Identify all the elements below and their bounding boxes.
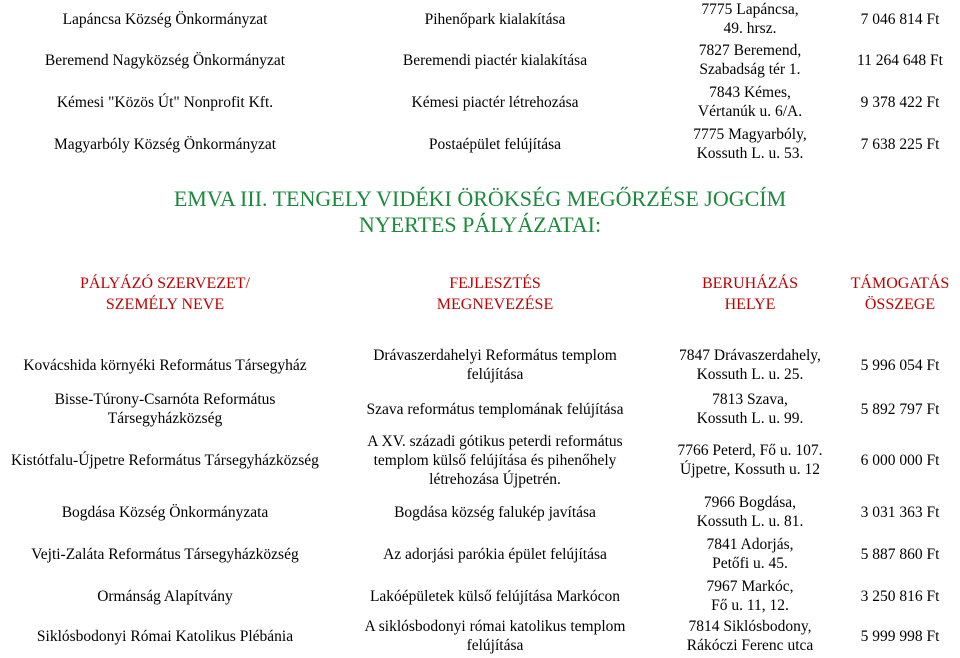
applicant-name: Siklósbodonyi Római Katolikus Plébánia (36, 627, 294, 645)
applicant-name: Bisse-Túrony-Csarnóta Református Társegyházközség (54, 391, 276, 427)
grant-amount: 5 999 998 Ft (860, 627, 940, 645)
applicant-name: Lapáncsa Község Önkormányzat (62, 10, 268, 28)
table-row (0, 576, 960, 616)
applicant-name: Ormánság Alapítvány (97, 587, 233, 605)
project-name: Pihenőpark kialakítása (424, 10, 566, 28)
project-location: 7775 Lapáncsa, 49. hrsz. (701, 1, 799, 37)
project-location: 7813 Szava, Kossuth L. u. 99. (696, 391, 804, 427)
table-row (0, 389, 960, 429)
applicant-name: Beremend Nagyközség Önkormányzat (44, 51, 286, 69)
project-location: 7775 Magyarbóly, Kossuth L. u. 53. (693, 126, 807, 162)
column-header-location: BERUHÁZÁS HELYE (701, 275, 798, 313)
project-name: Szava református templomának felújítása (366, 400, 624, 418)
project-name: A siklósbodonyi római katolikus templom felújítása (364, 618, 626, 654)
project-location: 7966 Bogdása, Kossuth L. u. 81. (696, 494, 804, 530)
column-header-applicant: PÁLYÁZÓ SZERVEZET/ SZEMÉLY NEVE (80, 275, 250, 313)
grant-amount: 5 892 797 Ft (860, 400, 940, 418)
project-name: Kémesi piactér létrehozása (411, 93, 579, 111)
project-location: 7766 Peterd, Fő u. 107. Újpetre, Kossuth u. 12 (677, 442, 823, 478)
grant-amount: 5 996 054 Ft (860, 356, 940, 374)
table-row (0, 0, 960, 38)
section-title-line-2: NYERTES PÁLYÁZATAI: (358, 212, 602, 237)
applicant-name: Kovácshida környéki Református Társegyház (23, 356, 307, 374)
applicant-name: Kistótfalu-Újpetre Református Társegyházközség (11, 451, 319, 469)
table-row (0, 534, 960, 574)
grant-amount: 9 378 422 Ft (860, 93, 940, 111)
table-row (0, 40, 960, 80)
project-location: 7827 Beremend, Szabadság tér 1. (698, 42, 802, 78)
section-title (0, 186, 960, 238)
project-name: A XV. századi gótikus peterdi református templom külső felújítása és pihenőhely létrehozása Újpetrén. (367, 432, 623, 488)
table-row (0, 82, 960, 122)
project-name: Beremendi piactér kialakítása (402, 51, 588, 69)
table-row (0, 124, 960, 164)
project-location: 7814 Siklósbodony, Rákóczi Ferenc utca (686, 618, 814, 654)
project-location: 7967 Markóc, Fő u. 11, 12. (706, 578, 794, 614)
applicant-name: Bogdása Község Önkormányzata (61, 503, 269, 521)
project-name: Az adorjási parókia épület felújítása (383, 545, 607, 563)
applicant-name: Magyarbóly Község Önkormányzat (53, 135, 277, 153)
applicant-name: Vejti-Zaláta Református Társegyházközség (31, 545, 299, 563)
table-row (0, 431, 960, 489)
project-location: 7847 Drávaszerdahely, Kossuth L. u. 25. (679, 347, 821, 383)
table-row (0, 345, 960, 385)
applicant-name: Kémesi "Közös Út" Nonprofit Kft. (56, 93, 274, 111)
project-name: Postaépület felújítása (428, 135, 562, 153)
grant-amount: 6 000 000 Ft (860, 451, 940, 469)
grant-amount: 11 264 648 Ft (857, 51, 943, 69)
column-header-project: FEJLESZTÉS MEGNEVEZÉSE (436, 275, 554, 313)
grant-amount: 7 046 814 Ft (860, 10, 940, 28)
grant-amount: 5 887 860 Ft (860, 545, 940, 563)
project-name: Lakóépületek külső felújítása Markócon (369, 587, 621, 605)
table-row (0, 616, 960, 656)
grant-amount: 3 031 363 Ft (860, 503, 940, 521)
grant-amount: 3 250 816 Ft (860, 587, 940, 605)
section-title-line-1: EMVA III. TENGELY VIDÉKI ÖRÖKSÉG MEGŐRZÉSE JOGCÍM (173, 186, 787, 211)
grant-amount: 7 638 225 Ft (860, 135, 940, 153)
project-name: Drávaszerdahelyi Református templom felújítása (373, 347, 617, 383)
project-name: Bogdása község falukép javítása (394, 503, 596, 521)
column-header-amount: TÁMOGATÁS ÖSSZEGE (850, 275, 950, 313)
table-row (0, 492, 960, 532)
project-location: 7841 Adorjás, Petőfi u. 45. (706, 536, 794, 572)
project-location: 7843 Kémes, Vértanúk u. 6/A. (697, 84, 803, 120)
